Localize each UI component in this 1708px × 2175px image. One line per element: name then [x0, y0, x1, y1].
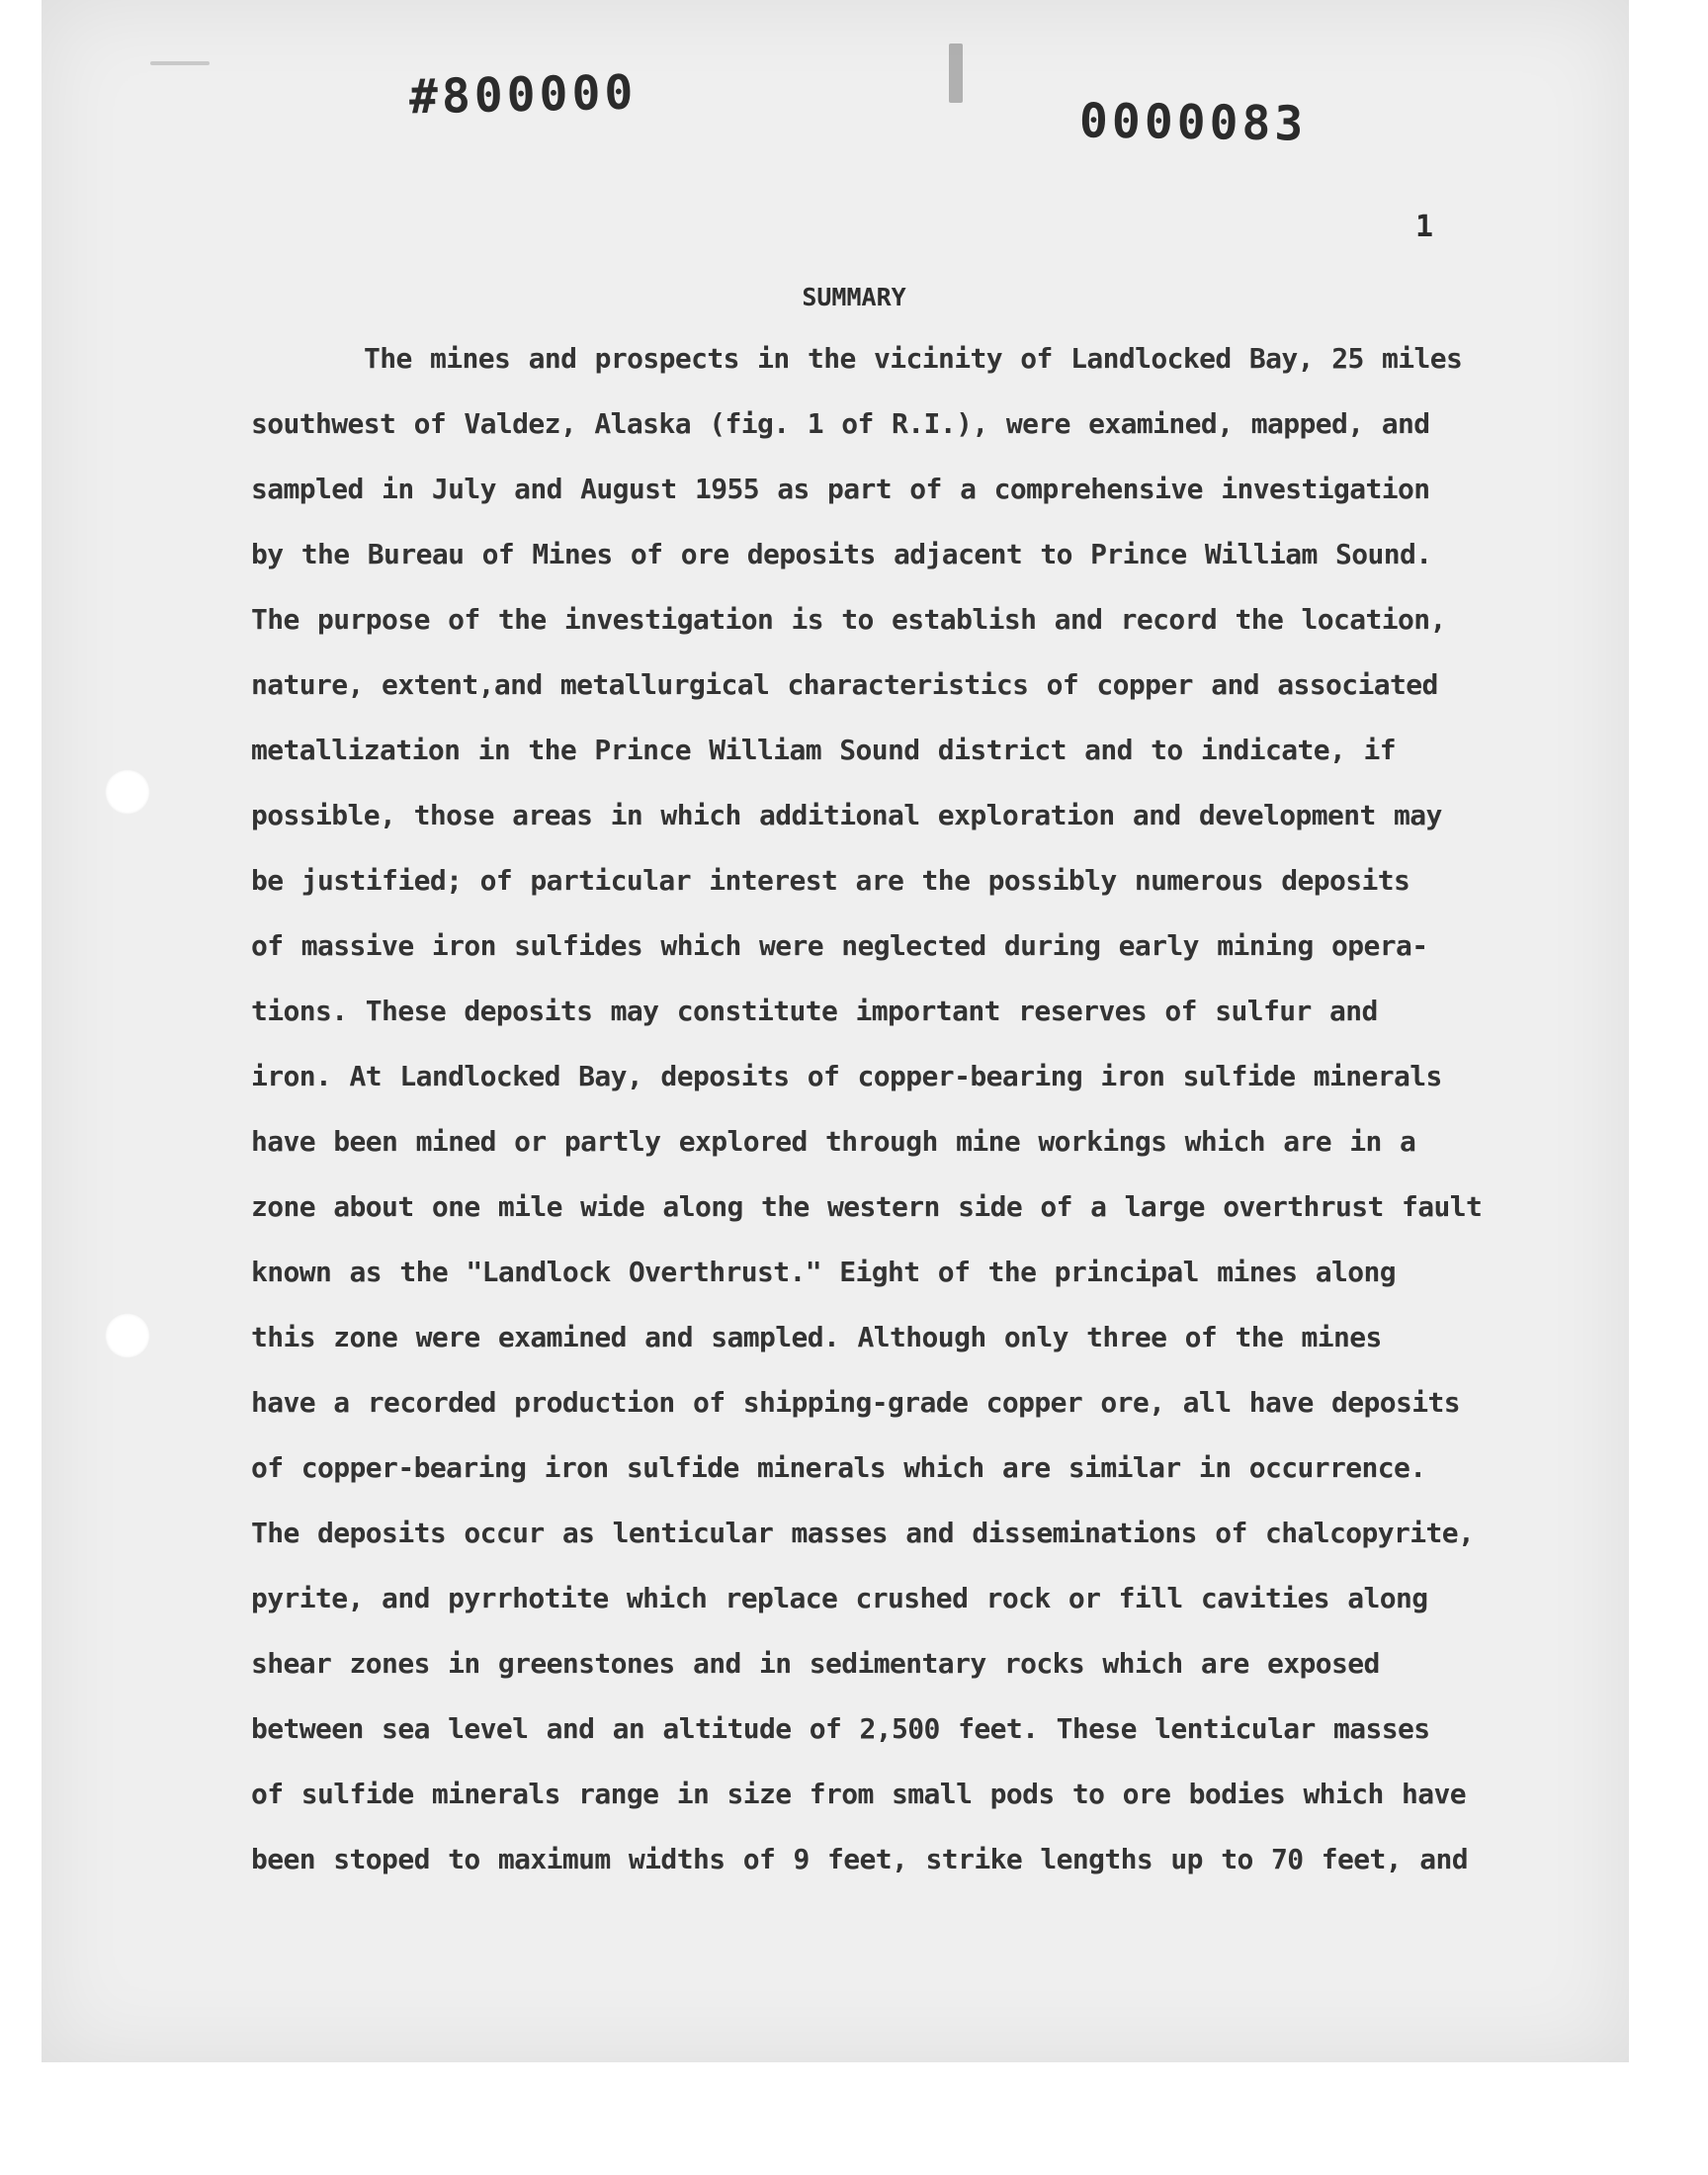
text-line: southwest of Valdez, Alaska (fig. 1 of R.I.), were examined, mapped, and: [251, 407, 1430, 440]
text-line: The deposits occur as lenticular masses and disseminations of chalcopyrite,: [251, 1517, 1475, 1549]
text-line: The purpose of the investigation is to establish and record the location,: [251, 603, 1446, 636]
text-line: of copper-bearing iron sulfide minerals which are similar in occurrence.: [251, 1451, 1426, 1484]
text-line: nature, extent,and metallurgical characteristics of copper and associated: [251, 668, 1438, 701]
text-line: pyrite, and pyrrhotite which replace crushed rock or fill cavities along: [251, 1582, 1428, 1614]
text-line: known as the "Landlock Overthrust." Eight of the principal mines along: [251, 1256, 1397, 1288]
text-line: by the Bureau of Mines of ore deposits adjacent to Prince William Sound.: [251, 538, 1432, 570]
text-line: shear zones in greenstones and in sedimentary rocks which are exposed: [251, 1647, 1380, 1680]
text-line: of sulfide minerals range in size from small pods to ore bodies which have: [251, 1778, 1467, 1810]
text-line: this zone were examined and sampled. Although only three of the mines: [251, 1321, 1382, 1353]
scan-smudge: [150, 61, 210, 65]
text-line: possible, those areas in which additional exploration and development may: [251, 799, 1442, 831]
text-line: tions. These deposits may constitute important reserves of sulfur and: [251, 995, 1378, 1027]
text-line: have a recorded production of shipping-grade copper ore, all have deposits: [251, 1386, 1461, 1419]
text-line: metallization in the Prince William Sound district and to indicate, if: [251, 734, 1397, 766]
text-line: zone about one mile wide along the western side of a large overthrust fault: [251, 1190, 1483, 1223]
summary-heading: SUMMARY: [802, 283, 906, 311]
punch-hole: [105, 769, 150, 815]
scan-smudge: [949, 44, 963, 103]
document-page-stamp: 0000083: [1078, 93, 1308, 152]
text-line: between sea level and an altitude of 2,500 feet. These lenticular masses: [251, 1712, 1430, 1745]
punch-hole: [105, 1313, 150, 1358]
text-line: been stoped to maximum widths of 9 feet, strike lengths up to 70 feet, and: [251, 1843, 1469, 1875]
document-stamp-number: #800000: [408, 64, 638, 126]
document-page: [42, 0, 1629, 2062]
text-line: iron. At Landlocked Bay, deposits of copper-bearing iron sulfide minerals: [251, 1060, 1442, 1092]
page-number: 1: [1415, 210, 1434, 244]
text-line: The mines and prospects in the vicinity of Landlocked Bay, 25 miles: [364, 342, 1463, 375]
text-line: sampled in July and August 1955 as part of a comprehensive investigation: [251, 473, 1430, 505]
text-line: of massive iron sulfides which were neglected during early mining opera-: [251, 929, 1428, 962]
text-line: be justified; of particular interest are the possibly numerous deposits: [251, 864, 1410, 897]
text-line: have been mined or partly explored through mine workings which are in a: [251, 1125, 1416, 1158]
